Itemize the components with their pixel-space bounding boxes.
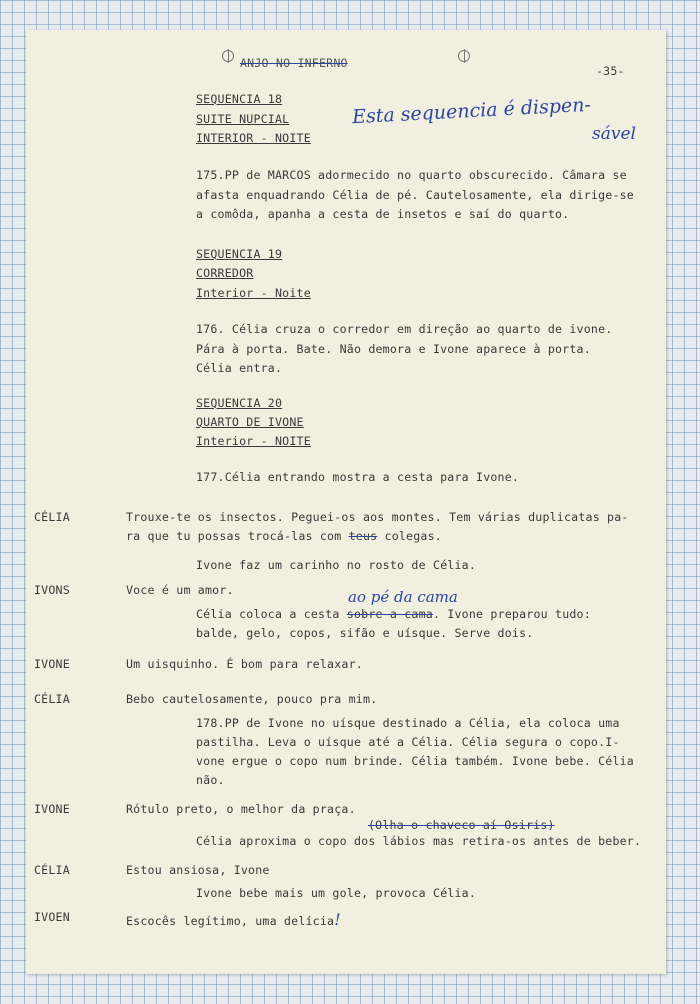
dialogue-line: Escocês legítimo, uma delícia! — [126, 910, 341, 929]
shot-175-line: 175.PP de MARCOS adormecido no quarto obscurecido. Câmara se — [196, 168, 627, 182]
speaker-celia: CÉLIA — [34, 510, 70, 524]
page-number: -35- — [596, 64, 625, 78]
script-page — [26, 30, 666, 974]
dialogue-line: Um uisquinho. É bom para relaxar. — [126, 657, 363, 671]
seq20-place: QUARTO DE IVONE — [196, 415, 304, 429]
struck-remark: (Olha o chaveco aí Osiris) — [368, 818, 555, 832]
struck-word: teus — [348, 529, 378, 543]
dialogue-line: Rótulo preto, o melhor da praça. — [126, 802, 356, 816]
speaker-celia: CÉLIA — [34, 692, 70, 706]
action-line: Célia aproxima o copo dos lábios mas retira-os antes de beber. — [196, 834, 642, 848]
handwritten-insert: ao pé da cama — [348, 588, 458, 606]
handwritten-note: Esta sequencia é dispen- — [351, 93, 592, 129]
handwritten-exclamation: ! — [334, 910, 341, 929]
struck-phrase: sobre a cama — [346, 607, 433, 621]
seq19-time: Interior - Noite — [196, 286, 311, 300]
dialogue-line: Bebo cautelosamente, pouco pra mim. — [126, 692, 378, 706]
seq20-title: SEQUENCIA 20 — [196, 396, 283, 410]
shot-178-line: pastilha. Leva o uísque até a Célia. Célia segura o copo.I- — [196, 735, 620, 749]
dialogue-line: Estou ansiosa, Ivone — [126, 863, 270, 877]
shot-178-line: vone ergue o copo num brinde. Célia também. Ivone bebe. Célia — [196, 754, 634, 768]
seq20-time: Interior - NOITE — [196, 434, 311, 448]
struck-header: ANJO NO INFERNO — [240, 56, 348, 70]
shot-176-line: Célia entra. — [196, 361, 283, 375]
speaker-ivone: IVONE — [34, 802, 70, 816]
speaker-celia: CÉLIA — [34, 863, 70, 877]
shot-177: 177.Célia entrando mostra a cesta para Ivone. — [196, 470, 520, 484]
action-line: Ivone bebe mais um gole, provoca Célia. — [196, 886, 477, 900]
handwritten-note-2: sável — [592, 124, 636, 144]
shot-175-line: afasta enquadrando Célia de pé. Cautelosamente, ela dirige-se — [196, 188, 634, 202]
shot-176-line: 176. Célia cruza o corredor em direção ao quarto de ivone. — [196, 322, 613, 336]
punch-hole-left — [222, 50, 234, 62]
seq18-place: SUITE NUPCIAL — [196, 112, 290, 126]
action-line: Ivone faz um carinho no rosto de Célia. — [196, 558, 477, 572]
dialogue-line: ra que tu possas trocá-las com teus colegas. — [126, 529, 442, 543]
shot-178-line: não. — [196, 773, 225, 787]
seq19-title: SEQUENCIA 19 — [196, 247, 283, 261]
dialogue-line: Voce é um amor. — [126, 583, 234, 597]
speaker-ivone: IVONE — [34, 657, 70, 671]
punch-hole-right — [458, 50, 470, 62]
shot-178-line: 178.PP de Ivone no uísque destinado a Célia, ela coloca uma — [196, 716, 620, 730]
dialogue-line: Trouxe-te os insectos. Peguei-os aos montes. Tem várias duplicatas pa- — [126, 510, 629, 524]
seq18-time: INTERIOR - NOITE — [196, 131, 311, 145]
action-line: Célia coloca a cesta sobre a cama. Ivone preparou tudo: — [196, 607, 591, 621]
speaker-ivone: IVONS — [34, 583, 70, 597]
speaker-ivone: IVOEN — [34, 910, 70, 924]
seq18-title: SEQUENCIA 18 — [196, 92, 283, 106]
shot-176-line: Pára à porta. Bate. Não demora e Ivone aparece à porta. — [196, 342, 591, 356]
action-line: balde, gelo, copos, sifão e uísque. Serve dois. — [196, 626, 534, 640]
shot-175-line: a comôda, apanha a cesta de insetos e saí do quarto. — [196, 207, 570, 221]
seq19-place: CORREDOR — [196, 266, 254, 280]
